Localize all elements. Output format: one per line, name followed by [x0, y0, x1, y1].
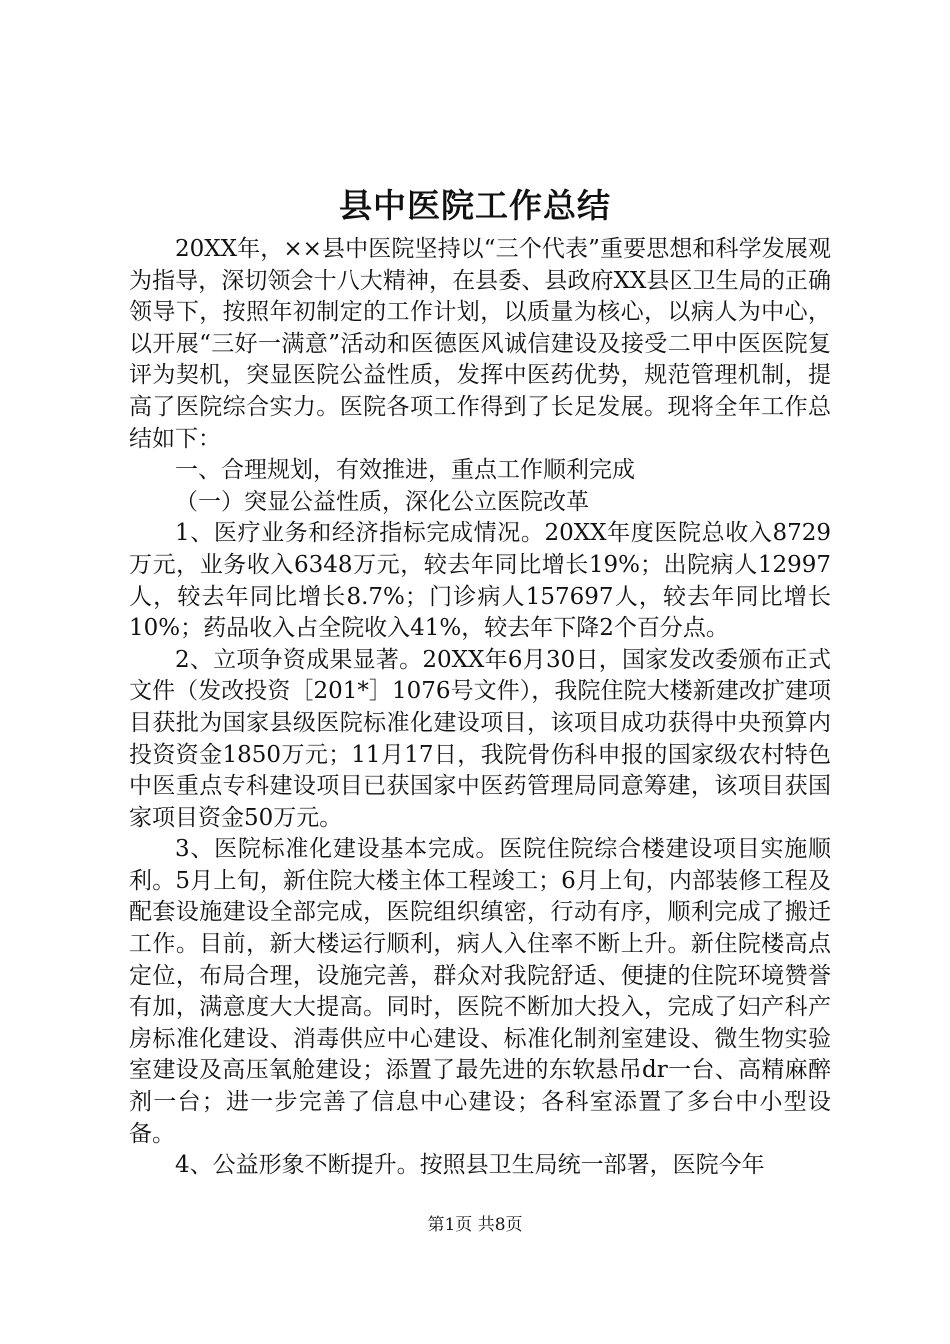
paragraph-item-1: 1、医疗业务和经济指标完成情况。20XX年度医院总收入8729万元，业务收入6348万元，较去年同比增长19%；出院病人12997人，较去年同比增长8.7%；门诊病人157697人，较去年同比增长10%；药品收入占全院收入41%，较去年下降2个百分点。: [129, 520, 831, 642]
intro-paragraph: 20XX年，××县中医院坚持以“三个代表”重要思想和科学发展观为指导，深切领会十八大精神，在县委、县政府XX县区卫生局的正确领导下，按照年初制定的工作计划，以质量为核心，以病人为中心，以开展“三好一满意”活动和医德医风诚信建设及接受二甲中医医院复评为契机，突显医院公益性质，发挥中医药优势，规范管理机制，提高了医院综合实力。医院各项工作得到了长足发展。现将全年工作总结如下：: [129, 236, 831, 452]
paragraph-item-3: 3、医院标准化建设基本完成。医院住院综合楼建设项目实施顺利。5月上旬，新住院大楼主体工程竣工；6月上旬，内部装修工程及配套设施建设全部完成，医院组织缜密，行动有序，顺利完成了搬迁工作。目前，新大楼运行顺利，病人入住率不断上升。新住院楼高点定位，布局合理，设施完善，群众对我院舒适、便捷的住院环境赞誉有加，满意度大大提高。同时，医院不断加大投入，完成了妇产科产房标准化建设、消毒供应中心建设、标准化制剂室建设、微生物实验室建设及高压氧舱建设；添置了最先进的东软悬吊dr一台、高精麻醉剂一台；进一步完善了信息中心建设；各科室添置了多台中小型设备。: [129, 836, 831, 1147]
page-number-footer: 第1页 共8页: [427, 1215, 523, 1235]
document-body: [129, 234, 831, 1182]
subsection-heading: （一）突显公益性质，深化公立医院改革: [175, 488, 589, 515]
document-title: 县中医院工作总结: [339, 186, 611, 225]
section-heading: 一、合理规划，有效推进，重点工作顺利完成: [175, 457, 635, 484]
paragraph-item-2: 2、立项争资成果显著。20XX年6月30日，国家发改委颁布正式文件（发改投资［201*］1076号文件），我院住院大楼新建改扩建项目获批为国家县级医院标准化建设项目，该项目成功获得中央预算内投资资金1850万元；11月17日，我院骨伤科申报的国家级农村特色中医重点专科建设项目已获国家中医药管理局同意筹建，该项目获国家项目资金50万元。: [129, 646, 831, 831]
paragraph-item-4: 4、公益形象不断提升。按照县卫生局统一部署，医院今年: [175, 1152, 765, 1179]
